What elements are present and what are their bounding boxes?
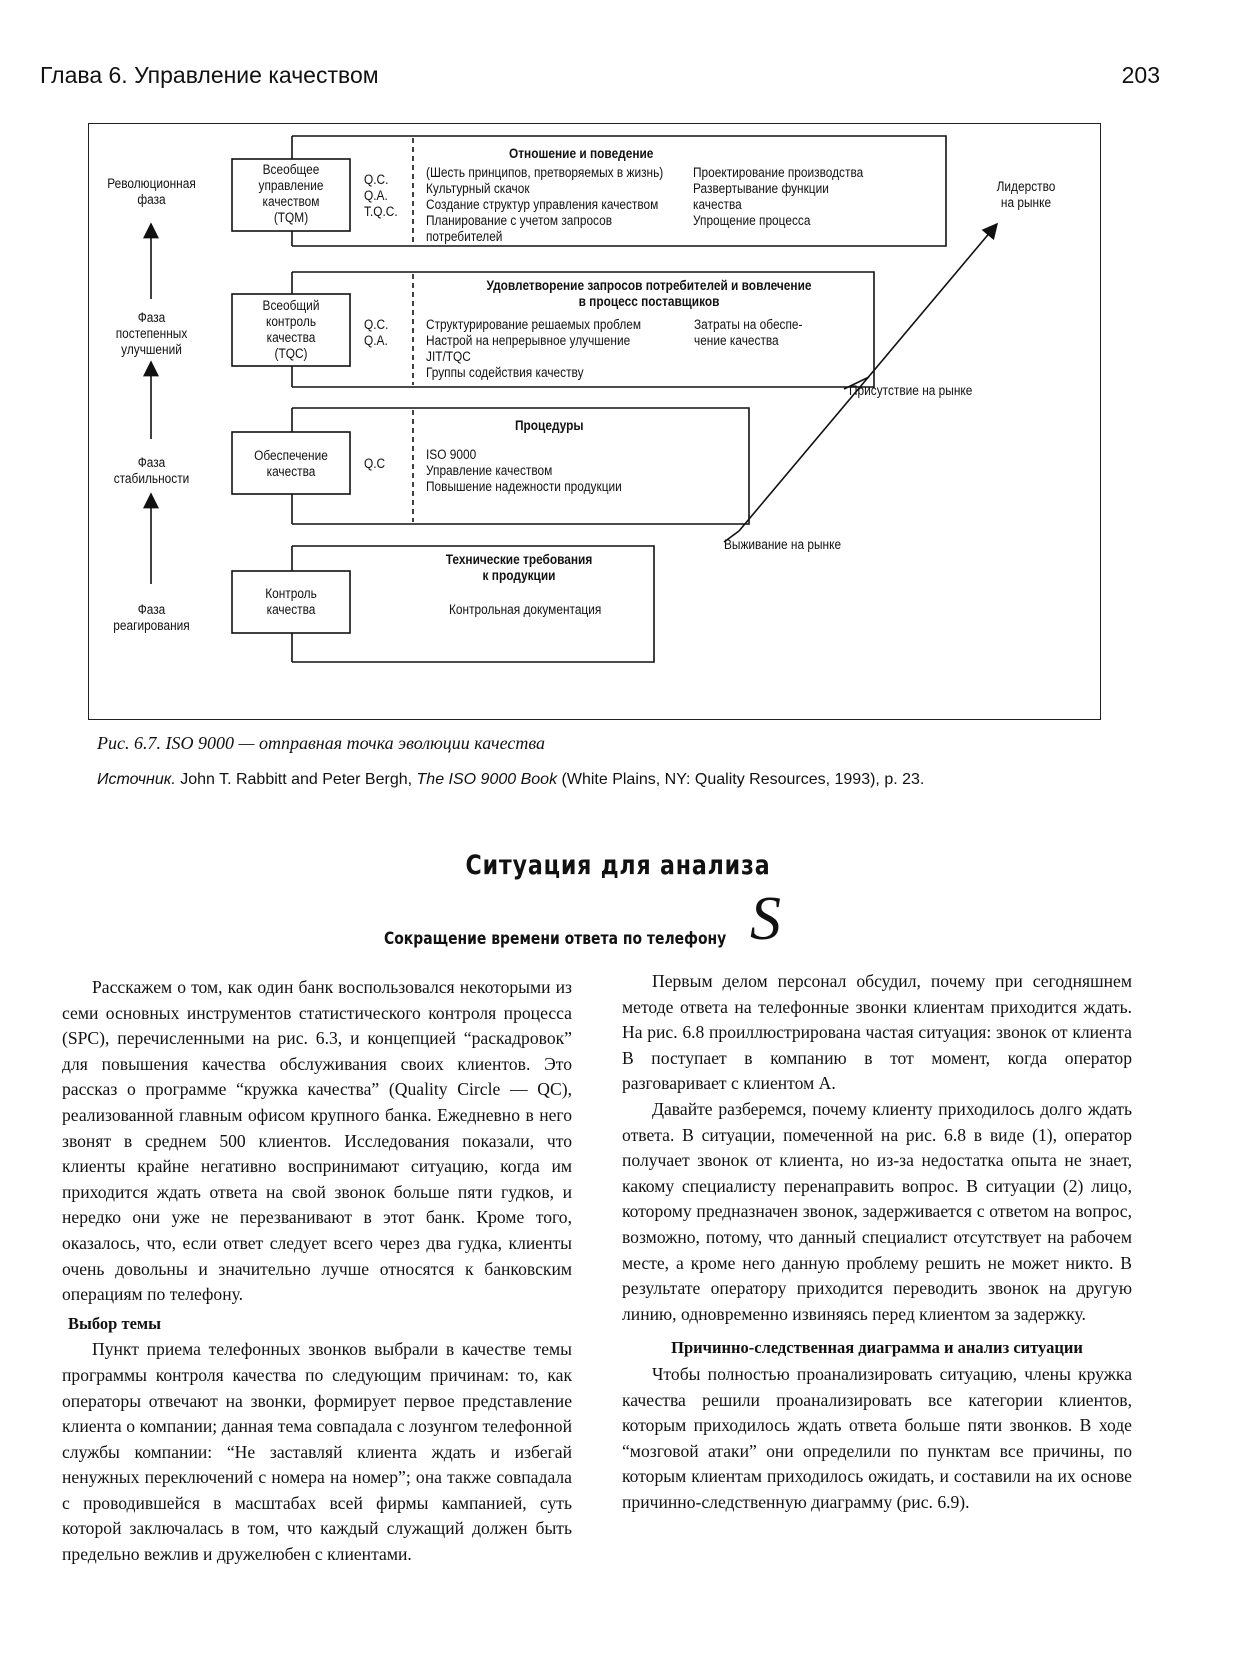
market-survival-label: Выживание на рынке	[724, 537, 842, 552]
section-title: Ситуация для анализа	[465, 850, 771, 881]
left-heading-topic: Выбор темы	[68, 1313, 162, 1333]
panel-2-items-left: Структурирование решаемых проблем Настрой на непрерывное улучшение JIT/TQC Группы содействия качеству	[426, 317, 642, 380]
panel-4-items-left: Контрольная документация	[449, 602, 602, 617]
panel-4-title: Технические требования к продукции	[445, 552, 593, 583]
phase-label-text: Фаза стабильности	[113, 455, 190, 486]
right-paragraph-2: Давайте разберемся, почему клиенту приходилось долго ждать ответа. В ситуации, помеченной на рис. 6.8 в виде (1), оператор получает звонок от клиента, но из-за недостатка опыта не знает, какому специалисту перенаправить вопрос. В ситуации (2) лицо, которому предназначен звонок, задерживается с ответом на вопрос, возможно, потому, что данный специалист отсутствует на рабочем месте, а кроме него данную проблему решить не может никто. В результате оператору приходится переводить звонок на другую линию, одновременно извиняясь перед клиентом за задержку.	[622, 1098, 1132, 1324]
market-leader-label: Лидерство на рынке	[996, 179, 1056, 210]
phase-label-text: Революционная фаза	[107, 176, 196, 207]
phase-label-text: Фаза постепенных улучшений	[115, 310, 188, 357]
phase-label-stability	[97, 455, 207, 487]
source-rest: (White Plains, NY: Quality Resources, 1993), p. 23.	[561, 771, 925, 788]
box-qc-text: Контроль качества	[265, 586, 317, 617]
panel-1-title: Отношение и поведение	[509, 146, 654, 161]
figure-source	[97, 771, 924, 789]
codes-tqm: Q.C. Q.A. T.Q.C.	[364, 172, 398, 219]
right-paragraph-1: Первым делом персонал обсудил, почему при сегодняшнем методе ответа на телефонные звонки клиентам приходится ждать. На рис. 6.8 проиллюстрирована частая ситуация: звонок от клиента B поступает в компанию в тот момент, когда оператор разговаривает с клиентом A.	[622, 971, 1132, 1094]
source-book: The ISO 9000 Book	[416, 771, 558, 788]
chapter-header: Глава 6. Управление качеством	[40, 62, 379, 88]
panel-3-items-left: ISO 9000 Управление качеством Повышение надежности продукции	[426, 447, 622, 494]
source-label: Источник.	[97, 771, 176, 788]
panel-1-items-left: (Шесть принципов, претворяемых в жизнь) Культурный скачок Создание структур управления качеством Планирование с учетом запросов потребителей	[426, 165, 664, 244]
figure-iso-evolution	[88, 123, 1101, 720]
left-paragraph-2: Пункт приема телефонных звонков выбрали в качестве темы программы контроля качества по следующим причинам: то, как операторы отвечают на звонки, формирует первое представление клиента о компании; данная тема совпадала с лозунгом телефонной службы компании: “Не заставляй клиента ждать и избегай ненужных переключений с номера на номер”; она также совпадала с проводившейся в масштабах всей фирмы кампанией, суть которой заключалась в том, что каждый служащий должен быть предельно вежлив и дружелюбен с клиентами.	[62, 1339, 572, 1565]
phase-label-revolution	[97, 176, 207, 208]
codes-qa: Q.C	[364, 456, 386, 471]
codes-tqc: Q.C. Q.A.	[364, 317, 389, 348]
box-tqc-text: Всеобщий контроль качества (TQC)	[262, 298, 320, 361]
figure-caption: Рис. 6.7. ISO 9000 — отправная точка эволюции качества	[97, 733, 546, 753]
right-paragraph-3: Чтобы полностью проанализировать ситуацию, члены кружка качества решили проанализировать все категории клиентов, которым приходилось ждать ответа больше пяти звонков. В ходе “мозговой атаки” они определили по пунктам все причины, по которым клиентам приходилось ожидать, и составили на их основе причинно-следственную диаграмму (рис. 6.9).	[622, 1363, 1132, 1512]
section-subtitle: Сокращение времени ответа по телефону	[384, 929, 727, 949]
phase-label-reaction	[97, 602, 207, 634]
panel-2-items-right: Затраты на обеспе- чение качества	[694, 317, 803, 348]
panel-3-title: Процедуры	[515, 418, 584, 433]
box-tqm-text: Всеобщее управление качеством (TQM)	[258, 162, 324, 225]
case-study-s-icon: S	[750, 885, 781, 953]
phase-label-text: Фаза реагирования	[113, 602, 190, 633]
right-heading-cause-effect: Причинно-следственная диаграмма и анализ ситуации	[671, 1338, 1083, 1358]
market-presence-label: Присутствие на рынке	[849, 383, 973, 398]
page-number: 203	[1121, 62, 1160, 88]
panel-1-items-right: Проектирование производства Развертывание функции качества Упрощение процесса	[693, 165, 864, 228]
panel-2-title: Удовлетворение запросов потребителей и вовлечение в процесс поставщиков	[486, 278, 812, 309]
box-qa-text: Обеспечение качества	[254, 448, 328, 479]
right-column	[622, 969, 1132, 1515]
left-paragraph-1: Расскажем о том, как один банк воспользовался некоторыми из семи основных инструментов статистического контроля процесса (SPC), перечисленными на рис. 6.3, и концепцией “раскадровок” для повышения качества обслуживания своих клиентов. Это рассказ о программе “кружка качества” (Quality Circle — QC), реализованной главным офисом крупного банка. Ежедневно в него звонят в среднем 500 клиентов. Исследования показали, что клиенты крайне негативно воспринимают ситуацию, когда им приходится ждать ответа на свой звонок больше пяти гудков, и нередко они уже не перезванивают в этот банк. Кроме того, оказалось, что, если ответ следует всего через два гудка, клиенты очень довольны и значительно лучше относятся к банковским операциям по телефону.	[62, 977, 572, 1305]
left-column	[62, 975, 572, 1568]
source-authors: John T. Rabbitt and Peter Bergh,	[180, 771, 413, 788]
phase-label-gradual	[97, 310, 207, 358]
